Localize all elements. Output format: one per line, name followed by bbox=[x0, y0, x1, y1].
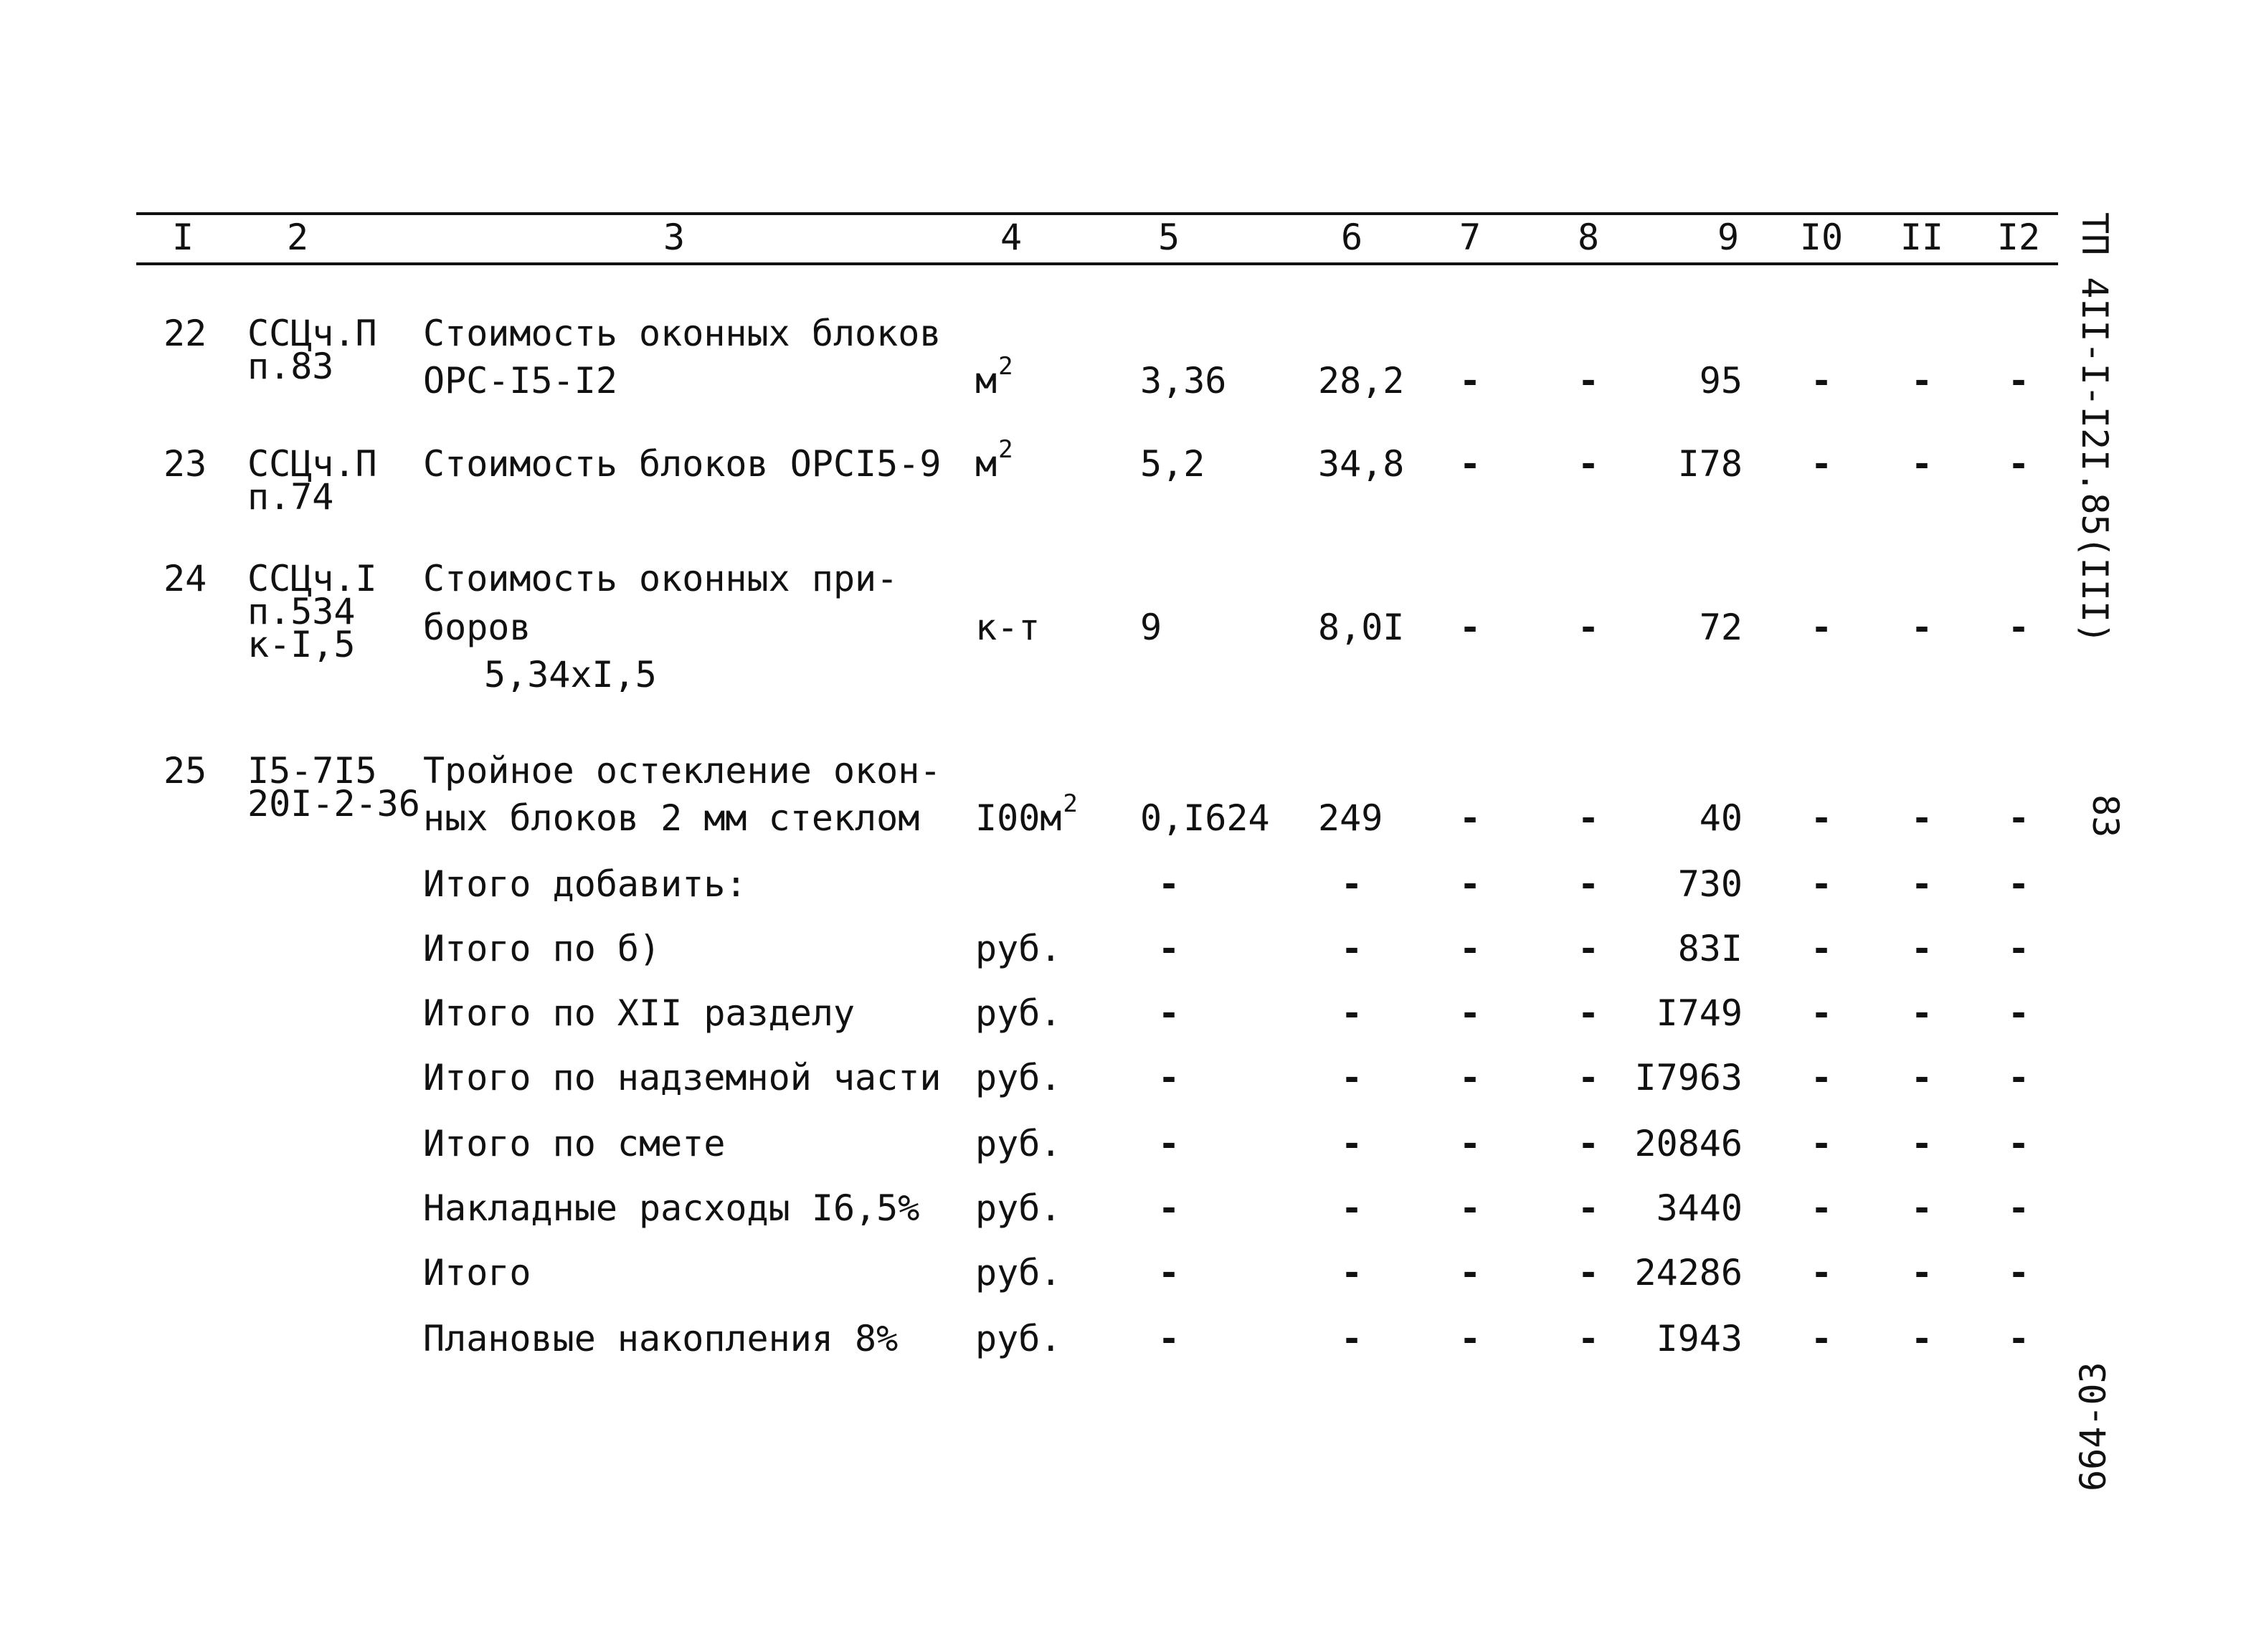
total-unit: руб. bbox=[975, 1252, 1062, 1293]
row-24-number: 24 bbox=[163, 558, 207, 599]
total-add-col8: - bbox=[1577, 863, 1600, 905]
overhead-col8: - bbox=[1577, 1187, 1600, 1229]
total-section-col10: - bbox=[1810, 992, 1833, 1034]
row-23-number: 23 bbox=[163, 443, 207, 485]
total-add-col11: - bbox=[1910, 863, 1933, 905]
total-estimate-col9: 20846 bbox=[1634, 1123, 1743, 1164]
total-above-ground-col10: - bbox=[1810, 1057, 1833, 1098]
column-header-1: I bbox=[171, 217, 194, 258]
total-add-col10: - bbox=[1810, 863, 1833, 905]
row-25-col6: 249 bbox=[1318, 797, 1383, 839]
column-header-11: II bbox=[1900, 217, 1944, 258]
total-section-col9: I749 bbox=[1656, 992, 1743, 1034]
row-24-col11: - bbox=[1910, 607, 1933, 648]
row-24-unit: к-т bbox=[975, 607, 1041, 648]
total-col12: - bbox=[2007, 1252, 2030, 1293]
total-estimate-col8: - bbox=[1577, 1123, 1600, 1164]
row-22-col11: - bbox=[1910, 360, 1933, 402]
planned-savings-col6: - bbox=[1340, 1318, 1363, 1359]
header-top-rule bbox=[136, 212, 2058, 215]
planned-savings-unit: руб. bbox=[975, 1318, 1062, 1359]
planned-savings-label: Плановые накопления 8% bbox=[423, 1318, 899, 1359]
overhead-col12: - bbox=[2007, 1187, 2030, 1229]
total-add-col7: - bbox=[1459, 863, 1482, 905]
row-23-desc-line1: Стоимость блоков ОРСI5-9 bbox=[423, 443, 942, 485]
total-estimate-col11: - bbox=[1910, 1123, 1933, 1164]
total-b-col8: - bbox=[1577, 928, 1600, 969]
total-estimate-col7: - bbox=[1459, 1123, 1482, 1164]
total-above-ground-col6: - bbox=[1340, 1057, 1363, 1098]
row-23-col7: - bbox=[1459, 443, 1482, 485]
total-above-ground-col9: I7963 bbox=[1634, 1057, 1743, 1098]
column-header-2: 2 bbox=[286, 217, 309, 258]
row-22-col6: 28,2 bbox=[1318, 360, 1405, 402]
total-b-col10: - bbox=[1810, 928, 1833, 969]
row-24-col9: 72 bbox=[1699, 607, 1743, 648]
total-section-unit: руб. bbox=[975, 992, 1062, 1034]
row-25-col11: - bbox=[1910, 797, 1933, 839]
row-22-col8: - bbox=[1577, 360, 1600, 402]
row-24-desc-line2: боров bbox=[423, 607, 531, 648]
row-24-ref-line2: п.534 bbox=[247, 591, 356, 632]
total-b-col7: - bbox=[1459, 928, 1482, 969]
total-estimate-col12: - bbox=[2007, 1123, 2030, 1164]
total-section-col6: - bbox=[1340, 992, 1363, 1034]
planned-savings-col5: - bbox=[1157, 1318, 1180, 1359]
overhead-col6: - bbox=[1340, 1187, 1363, 1229]
total-b-label: Итого по б) bbox=[423, 928, 661, 969]
planned-savings-col9: I943 bbox=[1656, 1318, 1743, 1359]
total-section-col8: - bbox=[1577, 992, 1600, 1034]
row-25-number: 25 bbox=[163, 750, 207, 792]
overhead-col10: - bbox=[1810, 1187, 1833, 1229]
planned-savings-col10: - bbox=[1810, 1318, 1833, 1359]
row-24-col12: - bbox=[2007, 607, 2030, 648]
total-above-ground-col7: - bbox=[1459, 1057, 1482, 1098]
margin-page-number: 83 bbox=[2085, 794, 2126, 838]
row-23-ref-line1: ССЦч.П bbox=[247, 443, 377, 485]
header-bottom-rule bbox=[136, 262, 2058, 265]
row-24-desc-line3: 5,34хI,5 bbox=[484, 654, 657, 696]
row-24-col8: - bbox=[1577, 607, 1600, 648]
row-22-col5: 3,36 bbox=[1140, 360, 1227, 402]
column-header-5: 5 bbox=[1157, 217, 1180, 258]
margin-doc-code: ТП 4II-I-I2I.85(III) bbox=[2074, 212, 2115, 645]
row-25-ref-line1: I5-7I5 bbox=[247, 750, 377, 792]
row-25-col7: - bbox=[1459, 797, 1482, 839]
row-24-col7: - bbox=[1459, 607, 1482, 648]
row-23-col12: - bbox=[2007, 443, 2030, 485]
total-estimate-unit: руб. bbox=[975, 1123, 1062, 1164]
planned-savings-col7: - bbox=[1459, 1318, 1482, 1359]
row-22-col7: - bbox=[1459, 360, 1482, 402]
overhead-col11: - bbox=[1910, 1187, 1933, 1229]
row-24-col10: - bbox=[1810, 607, 1833, 648]
total-add-col9: 730 bbox=[1677, 863, 1743, 905]
row-23-col11: - bbox=[1910, 443, 1933, 485]
row-25-desc-line2: ных блоков 2 мм стеклом bbox=[423, 797, 920, 839]
row-24-col6: 8,0I bbox=[1318, 607, 1405, 648]
total-section-col11: - bbox=[1910, 992, 1933, 1034]
column-header-4: 4 bbox=[1000, 217, 1023, 258]
row-22-unit: $м^2$ bbox=[975, 352, 1013, 402]
total-col8: - bbox=[1577, 1252, 1600, 1293]
row-25-col8: - bbox=[1577, 797, 1600, 839]
planned-savings-col11: - bbox=[1910, 1318, 1933, 1359]
row-25-unit: $I00м^2$ bbox=[975, 789, 1078, 839]
row-23-col8: - bbox=[1577, 443, 1600, 485]
total-estimate-label: Итого по смете bbox=[423, 1123, 726, 1164]
row-23-col10: - bbox=[1810, 443, 1833, 485]
row-22-ref-line2: п.83 bbox=[247, 346, 334, 387]
total-above-ground-col8: - bbox=[1577, 1057, 1600, 1098]
row-25-ref-line2: 20I-2-36 bbox=[247, 783, 420, 825]
row-22-desc-line2: ОРС-I5-I2 bbox=[423, 360, 617, 402]
row-25-col12: - bbox=[2007, 797, 2030, 839]
total-add-col6: - bbox=[1340, 863, 1363, 905]
row-22-desc-line1: Стоимость оконных блоков bbox=[423, 313, 942, 354]
total-section-col7: - bbox=[1459, 992, 1482, 1034]
row-23-col6: 34,8 bbox=[1318, 443, 1405, 485]
total-add-label: Итого добавить: bbox=[423, 863, 747, 905]
row-24-ref-line3: к-I,5 bbox=[247, 624, 356, 665]
row-22-ref-line1: ССЦч.П bbox=[247, 313, 377, 354]
total-col11: - bbox=[1910, 1252, 1933, 1293]
total-section-col12: - bbox=[2007, 992, 2030, 1034]
total-estimate-col5: - bbox=[1157, 1123, 1180, 1164]
column-header-12: I2 bbox=[1996, 217, 2041, 258]
row-22-col12: - bbox=[2007, 360, 2030, 402]
total-label: Итого bbox=[423, 1252, 531, 1293]
margin-sheet-code: 664-03 bbox=[2072, 1362, 2114, 1491]
row-22-col9: 95 bbox=[1699, 360, 1743, 402]
total-b-col11: - bbox=[1910, 928, 1933, 969]
planned-savings-col8: - bbox=[1577, 1318, 1600, 1359]
total-section-label: Итого по XII разделу bbox=[423, 992, 855, 1034]
overhead-col5: - bbox=[1157, 1187, 1180, 1229]
total-b-col5: - bbox=[1157, 928, 1180, 969]
row-25-col5: 0,I624 bbox=[1140, 797, 1270, 839]
total-above-ground-col11: - bbox=[1910, 1057, 1933, 1098]
row-25-desc-line1: Тройное остекление окон- bbox=[423, 750, 942, 792]
row-24-desc-line1: Стоимость оконных при- bbox=[423, 558, 899, 599]
total-above-ground-col12: - bbox=[2007, 1057, 2030, 1098]
total-add-col12: - bbox=[2007, 863, 2030, 905]
row-23-ref-line2: п.74 bbox=[247, 476, 334, 518]
total-add-col5: - bbox=[1157, 863, 1180, 905]
total-col10: - bbox=[1810, 1252, 1833, 1293]
column-header-7: 7 bbox=[1459, 217, 1482, 258]
total-above-ground-col5: - bbox=[1157, 1057, 1180, 1098]
total-above-ground-unit: руб. bbox=[975, 1057, 1062, 1098]
column-header-6: 6 bbox=[1340, 217, 1363, 258]
total-col5: - bbox=[1157, 1252, 1180, 1293]
column-header-3: 3 bbox=[663, 217, 686, 258]
overhead-unit: руб. bbox=[975, 1187, 1062, 1229]
total-above-ground-label: Итого по надземной части bbox=[423, 1057, 942, 1098]
row-22-col10: - bbox=[1810, 360, 1833, 402]
total-b-col6: - bbox=[1340, 928, 1363, 969]
total-b-col9: 83I bbox=[1677, 928, 1743, 969]
row-25-col9: 40 bbox=[1699, 797, 1743, 839]
planned-savings-col12: - bbox=[2007, 1318, 2030, 1359]
total-estimate-col6: - bbox=[1340, 1123, 1363, 1164]
column-header-8: 8 bbox=[1577, 217, 1600, 258]
column-header-10: I0 bbox=[1799, 217, 1844, 258]
overhead-col7: - bbox=[1459, 1187, 1482, 1229]
total-col6: - bbox=[1340, 1252, 1363, 1293]
row-23-col5: 5,2 bbox=[1140, 443, 1205, 485]
total-section-col5: - bbox=[1157, 992, 1180, 1034]
total-estimate-col10: - bbox=[1810, 1123, 1833, 1164]
total-col9: 24286 bbox=[1634, 1252, 1743, 1293]
row-24-col5: 9 bbox=[1140, 607, 1162, 648]
row-24-ref-line1: ССЦч.I bbox=[247, 558, 377, 599]
row-25-col10: - bbox=[1810, 797, 1833, 839]
total-col7: - bbox=[1459, 1252, 1482, 1293]
row-22-number: 22 bbox=[163, 313, 207, 354]
overhead-col9: 3440 bbox=[1656, 1187, 1743, 1229]
row-23-col9: I78 bbox=[1677, 443, 1743, 485]
overhead-label: Накладные расходы I6,5% bbox=[423, 1187, 920, 1229]
total-b-unit: руб. bbox=[975, 928, 1062, 969]
column-header-9: 9 bbox=[1717, 217, 1740, 258]
total-b-col12: - bbox=[2007, 928, 2030, 969]
row-23-unit: $м^2$ bbox=[975, 435, 1013, 485]
